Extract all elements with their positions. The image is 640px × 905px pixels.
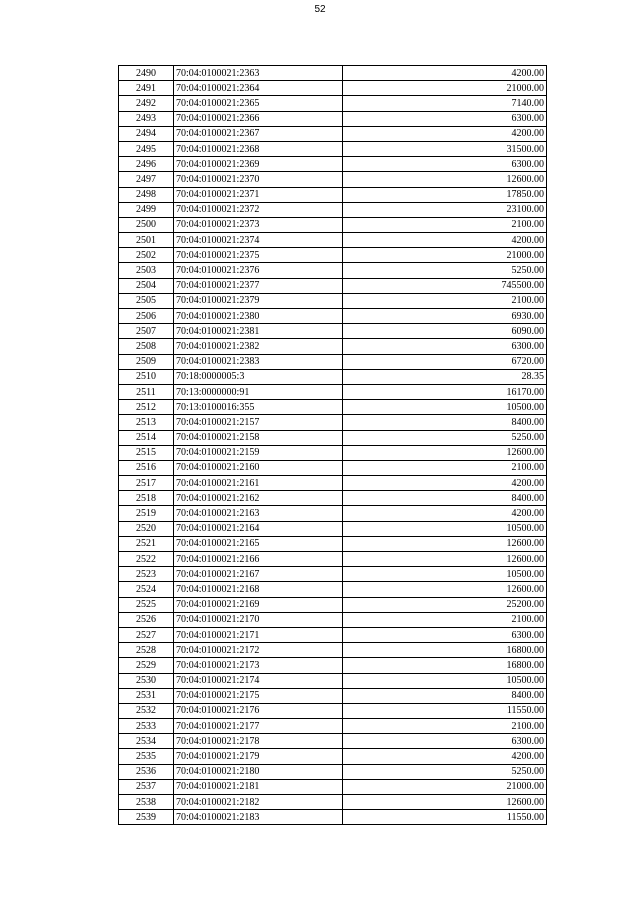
cadastral-number-cell: 70:04:0100021:2161 — [174, 476, 343, 491]
cadastral-number-cell: 70:04:0100021:2178 — [174, 734, 343, 749]
amount-cell: 6720.00 — [343, 354, 547, 369]
table-row — [119, 369, 547, 384]
cadastral-number-cell: 70:04:0100021:2374 — [174, 233, 343, 248]
cadastral-number-cell: 70:04:0100021:2157 — [174, 415, 343, 430]
cadastral-number-cell: 70:04:0100021:2158 — [174, 430, 343, 445]
row-number-cell: 2517 — [119, 476, 174, 491]
amount-cell: 2100.00 — [343, 217, 547, 232]
table-row — [119, 384, 547, 399]
cadastral-number-cell: 70:04:0100021:2174 — [174, 673, 343, 688]
amount-cell: 10500.00 — [343, 521, 547, 536]
row-number-cell: 2521 — [119, 536, 174, 551]
row-number-cell: 2501 — [119, 233, 174, 248]
row-number-cell: 2538 — [119, 795, 174, 810]
amount-cell: 7140.00 — [343, 96, 547, 111]
table-row — [119, 172, 547, 187]
row-number-cell: 2511 — [119, 384, 174, 399]
row-number-cell: 2532 — [119, 703, 174, 718]
row-number-cell: 2498 — [119, 187, 174, 202]
amount-cell: 8400.00 — [343, 491, 547, 506]
cadastral-number-cell: 70:04:0100021:2368 — [174, 141, 343, 156]
cadastral-number-cell: 70:04:0100021:2172 — [174, 643, 343, 658]
table-row — [119, 293, 547, 308]
cadastral-number-cell: 70:04:0100021:2173 — [174, 658, 343, 673]
cadastral-number-cell: 70:04:0100021:2181 — [174, 779, 343, 794]
table-row — [119, 445, 547, 460]
row-number-cell: 2508 — [119, 339, 174, 354]
table-row — [119, 597, 547, 612]
cadastral-number-cell: 70:04:0100021:2375 — [174, 248, 343, 263]
row-number-cell: 2493 — [119, 111, 174, 126]
row-number-cell: 2523 — [119, 567, 174, 582]
table-row — [119, 202, 547, 217]
amount-cell: 2100.00 — [343, 612, 547, 627]
amount-cell: 10500.00 — [343, 673, 547, 688]
table-row — [119, 764, 547, 779]
row-number-cell: 2519 — [119, 506, 174, 521]
table-row — [119, 582, 547, 597]
table-row — [119, 749, 547, 764]
amount-cell: 6300.00 — [343, 627, 547, 642]
table-row — [119, 506, 547, 521]
cadastral-number-cell: 70:04:0100021:2366 — [174, 111, 343, 126]
cadastral-number-cell: 70:04:0100021:2167 — [174, 567, 343, 582]
cadastral-number-cell: 70:04:0100021:2376 — [174, 263, 343, 278]
row-number-cell: 2496 — [119, 157, 174, 172]
row-number-cell: 2499 — [119, 202, 174, 217]
row-number-cell: 2514 — [119, 430, 174, 445]
row-number-cell: 2522 — [119, 552, 174, 567]
row-number-cell: 2530 — [119, 673, 174, 688]
table-row — [119, 460, 547, 475]
row-number-cell: 2495 — [119, 141, 174, 156]
table-row — [119, 66, 547, 81]
amount-cell: 17850.00 — [343, 187, 547, 202]
table-row — [119, 552, 547, 567]
cadastral-number-cell: 70:04:0100021:2168 — [174, 582, 343, 597]
cadastral-number-cell: 70:04:0100021:2367 — [174, 126, 343, 141]
row-number-cell: 2533 — [119, 719, 174, 734]
cadastral-number-cell: 70:04:0100021:2170 — [174, 612, 343, 627]
cadastral-number-cell: 70:04:0100021:2171 — [174, 627, 343, 642]
amount-cell: 31500.00 — [343, 141, 547, 156]
row-number-cell: 2509 — [119, 354, 174, 369]
table-row — [119, 521, 547, 536]
row-number-cell: 2524 — [119, 582, 174, 597]
cadastral-number-cell: 70:13:0100016:355 — [174, 400, 343, 415]
row-number-cell: 2503 — [119, 263, 174, 278]
row-number-cell: 2504 — [119, 278, 174, 293]
row-number-cell: 2490 — [119, 66, 174, 81]
row-number-cell: 2491 — [119, 81, 174, 96]
amount-cell: 5250.00 — [343, 263, 547, 278]
cadastral-number-cell: 70:04:0100021:2177 — [174, 719, 343, 734]
amount-cell: 4200.00 — [343, 66, 547, 81]
row-number-cell: 2507 — [119, 324, 174, 339]
amount-cell: 16800.00 — [343, 643, 547, 658]
amount-cell: 12600.00 — [343, 172, 547, 187]
table-row — [119, 703, 547, 718]
cadastral-number-cell: 70:04:0100021:2370 — [174, 172, 343, 187]
cadastral-number-cell: 70:04:0100021:2164 — [174, 521, 343, 536]
table-row — [119, 233, 547, 248]
row-number-cell: 2537 — [119, 779, 174, 794]
data-table — [118, 65, 547, 825]
row-number-cell: 2500 — [119, 217, 174, 232]
row-number-cell: 2529 — [119, 658, 174, 673]
table-row — [119, 627, 547, 642]
amount-cell: 6300.00 — [343, 157, 547, 172]
table-row — [119, 81, 547, 96]
amount-cell: 8400.00 — [343, 688, 547, 703]
table-row — [119, 157, 547, 172]
amount-cell: 21000.00 — [343, 779, 547, 794]
amount-cell: 4200.00 — [343, 749, 547, 764]
row-number-cell: 2526 — [119, 612, 174, 627]
row-number-cell: 2516 — [119, 460, 174, 475]
table-row — [119, 430, 547, 445]
table-row — [119, 536, 547, 551]
table-row — [119, 141, 547, 156]
amount-cell: 8400.00 — [343, 415, 547, 430]
amount-cell: 12600.00 — [343, 552, 547, 567]
row-number-cell: 2531 — [119, 688, 174, 703]
table-row — [119, 400, 547, 415]
amount-cell: 16170.00 — [343, 384, 547, 399]
amount-cell: 4200.00 — [343, 506, 547, 521]
row-number-cell: 2497 — [119, 172, 174, 187]
table-row — [119, 612, 547, 627]
amount-cell: 21000.00 — [343, 81, 547, 96]
table-row — [119, 795, 547, 810]
cadastral-number-cell: 70:04:0100021:2165 — [174, 536, 343, 551]
row-number-cell: 2534 — [119, 734, 174, 749]
page-number: 52 — [314, 4, 326, 15]
amount-cell: 10500.00 — [343, 400, 547, 415]
cadastral-number-cell: 70:04:0100021:2162 — [174, 491, 343, 506]
amount-cell: 2100.00 — [343, 460, 547, 475]
cadastral-number-cell: 70:04:0100021:2371 — [174, 187, 343, 202]
amount-cell: 2100.00 — [343, 719, 547, 734]
row-number-cell: 2502 — [119, 248, 174, 263]
amount-cell: 11550.00 — [343, 810, 547, 825]
cadastral-number-cell: 70:18:0000005:3 — [174, 369, 343, 384]
cadastral-number-cell: 70:04:0100021:2383 — [174, 354, 343, 369]
table-row — [119, 263, 547, 278]
amount-cell: 5250.00 — [343, 764, 547, 779]
row-number-cell: 2515 — [119, 445, 174, 460]
row-number-cell: 2535 — [119, 749, 174, 764]
cadastral-number-cell: 70:13:0000000:91 — [174, 384, 343, 399]
amount-cell: 2100.00 — [343, 293, 547, 308]
amount-cell: 6300.00 — [343, 734, 547, 749]
table-row — [119, 688, 547, 703]
cadastral-number-cell: 70:04:0100021:2381 — [174, 324, 343, 339]
row-number-cell: 2512 — [119, 400, 174, 415]
cadastral-number-cell: 70:04:0100021:2179 — [174, 749, 343, 764]
cadastral-number-cell: 70:04:0100021:2372 — [174, 202, 343, 217]
row-number-cell: 2527 — [119, 627, 174, 642]
cadastral-number-cell: 70:04:0100021:2175 — [174, 688, 343, 703]
cadastral-number-cell: 70:04:0100021:2169 — [174, 597, 343, 612]
cadastral-number-cell: 70:04:0100021:2180 — [174, 764, 343, 779]
table-row — [119, 810, 547, 825]
row-number-cell: 2536 — [119, 764, 174, 779]
cadastral-number-cell: 70:04:0100021:2183 — [174, 810, 343, 825]
amount-cell: 4200.00 — [343, 476, 547, 491]
table-row — [119, 734, 547, 749]
table-row — [119, 643, 547, 658]
table-row — [119, 339, 547, 354]
cadastral-number-cell: 70:04:0100021:2159 — [174, 445, 343, 460]
row-number-cell: 2539 — [119, 810, 174, 825]
row-number-cell: 2494 — [119, 126, 174, 141]
amount-cell: 745500.00 — [343, 278, 547, 293]
amount-cell: 4200.00 — [343, 233, 547, 248]
table-row — [119, 779, 547, 794]
cadastral-number-cell: 70:04:0100021:2380 — [174, 309, 343, 324]
table-row — [119, 248, 547, 263]
cadastral-number-cell: 70:04:0100021:2382 — [174, 339, 343, 354]
cadastral-number-cell: 70:04:0100021:2160 — [174, 460, 343, 475]
amount-cell: 6300.00 — [343, 111, 547, 126]
amount-cell: 12600.00 — [343, 445, 547, 460]
amount-cell: 11550.00 — [343, 703, 547, 718]
row-number-cell: 2520 — [119, 521, 174, 536]
cadastral-number-cell: 70:04:0100021:2166 — [174, 552, 343, 567]
cadastral-number-cell: 70:04:0100021:2369 — [174, 157, 343, 172]
amount-cell: 12600.00 — [343, 536, 547, 551]
table-row — [119, 415, 547, 430]
amount-cell: 6930.00 — [343, 309, 547, 324]
row-number-cell: 2525 — [119, 597, 174, 612]
table-row — [119, 309, 547, 324]
row-number-cell: 2528 — [119, 643, 174, 658]
table-row — [119, 491, 547, 506]
amount-cell: 21000.00 — [343, 248, 547, 263]
table-row — [119, 111, 547, 126]
table-row — [119, 673, 547, 688]
table-row — [119, 126, 547, 141]
table-row — [119, 719, 547, 734]
amount-cell: 5250.00 — [343, 430, 547, 445]
table-row — [119, 567, 547, 582]
amount-cell: 12600.00 — [343, 795, 547, 810]
amount-cell: 23100.00 — [343, 202, 547, 217]
table-row — [119, 187, 547, 202]
table-row — [119, 658, 547, 673]
amount-cell: 28.35 — [343, 369, 547, 384]
cadastral-number-cell: 70:04:0100021:2182 — [174, 795, 343, 810]
row-number-cell: 2506 — [119, 309, 174, 324]
cadastral-number-cell: 70:04:0100021:2364 — [174, 81, 343, 96]
amount-cell: 25200.00 — [343, 597, 547, 612]
amount-cell: 12600.00 — [343, 582, 547, 597]
amount-cell: 10500.00 — [343, 567, 547, 582]
table-row — [119, 324, 547, 339]
table-row — [119, 217, 547, 232]
row-number-cell: 2492 — [119, 96, 174, 111]
row-number-cell: 2505 — [119, 293, 174, 308]
amount-cell: 6300.00 — [343, 339, 547, 354]
table-row — [119, 476, 547, 491]
cadastral-number-cell: 70:04:0100021:2176 — [174, 703, 343, 718]
cadastral-number-cell: 70:04:0100021:2379 — [174, 293, 343, 308]
row-number-cell: 2518 — [119, 491, 174, 506]
amount-cell: 16800.00 — [343, 658, 547, 673]
table-row — [119, 354, 547, 369]
amount-cell: 4200.00 — [343, 126, 547, 141]
row-number-cell: 2513 — [119, 415, 174, 430]
cadastral-number-cell: 70:04:0100021:2363 — [174, 66, 343, 81]
table-row — [119, 96, 547, 111]
cadastral-number-cell: 70:04:0100021:2365 — [174, 96, 343, 111]
table-row — [119, 278, 547, 293]
table-body — [119, 66, 547, 825]
amount-cell: 6090.00 — [343, 324, 547, 339]
row-number-cell: 2510 — [119, 369, 174, 384]
cadastral-number-cell: 70:04:0100021:2163 — [174, 506, 343, 521]
cadastral-number-cell: 70:04:0100021:2377 — [174, 278, 343, 293]
cadastral-number-cell: 70:04:0100021:2373 — [174, 217, 343, 232]
